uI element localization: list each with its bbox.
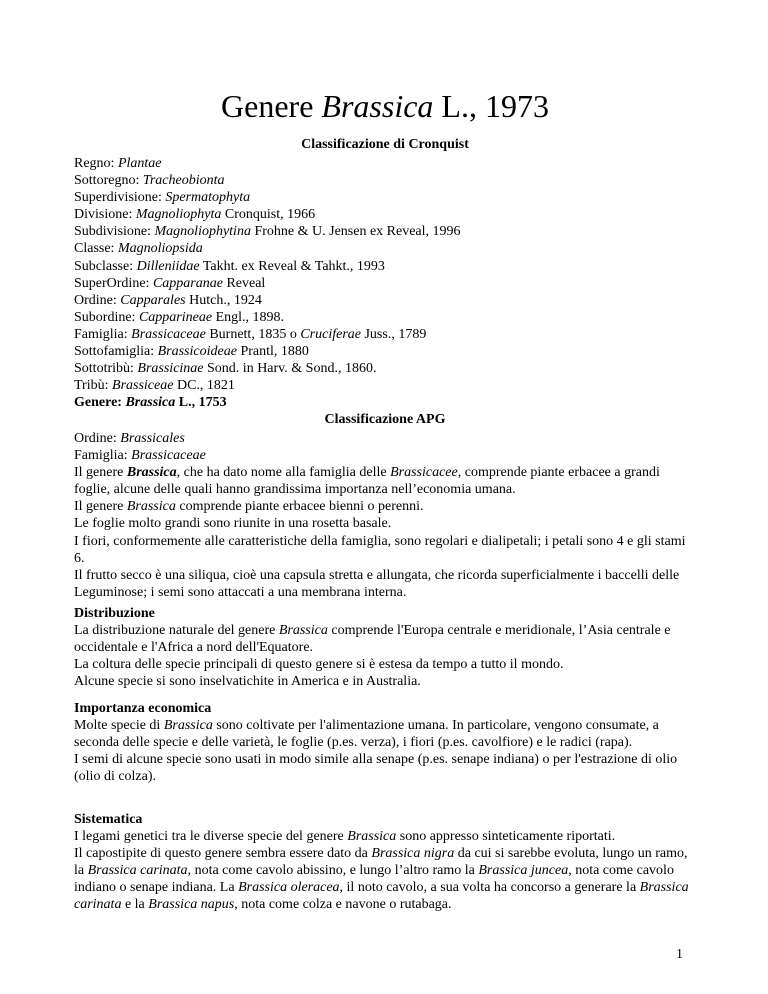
rank-classe: Classe: Magnoliopsida bbox=[74, 241, 203, 257]
section-paragraph: Alcune specie si sono inselvatichite in America e in Australia. bbox=[74, 674, 421, 690]
apg-order: Ordine: Brassicales bbox=[74, 431, 185, 446]
section-title: Importanza economica bbox=[74, 701, 212, 716]
rank-sottotribu: Sottotribù: Brassicinae Sond. in Harv. & Sond., 1860. bbox=[74, 361, 377, 377]
rank-superordine: SuperOrdine: Capparanae Reveal bbox=[74, 275, 266, 291]
section-title: Sistematica bbox=[74, 812, 143, 827]
rank-subclasse: Subclasse: Dilleniidae Takht. ex Reveal & Tahkt., 1993 bbox=[74, 258, 385, 274]
section-paragraph: La coltura delle specie principali di questo genere si è estesa da tempo a tutto il mondo. bbox=[74, 657, 564, 673]
rank-ordine: Ordine: Capparales Hutch., 1924 bbox=[74, 292, 262, 308]
rank-regno: Regno: Plantae bbox=[74, 156, 162, 171]
cronquist-classification bbox=[74, 155, 696, 411]
rank-famiglia: Famiglia: Brassicaceae Burnett, 1835 o Cruciferae Juss., 1789 bbox=[74, 326, 427, 342]
section-sistematica bbox=[74, 811, 696, 914]
title-prefix: Genere bbox=[221, 88, 322, 124]
rank-sottoregno: Sottoregno: Tracheobionta bbox=[74, 173, 225, 189]
section-paragraph: I legami genetici tra le diverse specie del genere Brassica sono appresso sinteticamente riportati. bbox=[74, 829, 616, 845]
apg-paragraph: Il frutto secco è una siliqua, cioè una capsula stretta e allungata, che ricorda superficialmente i baccelli delle Leguminose; i semi sono attaccati a una membrana interna. bbox=[74, 567, 680, 600]
section-title: Distribuzione bbox=[74, 606, 155, 621]
title-suffix: L., 1973 bbox=[433, 88, 549, 124]
rank-superdivisione: Superdivisione: Spermatophyta bbox=[74, 190, 251, 206]
apg-paragraph: Il genere Brassica, che ha dato nome alla famiglia delle Brassicacee, comprende piante erbacee a grandi foglie, alcune delle quali hanno grandissima importanza nell’economia umana. bbox=[74, 465, 660, 498]
apg-paragraph: Le foglie molto grandi sono riunite in una rosetta basale. bbox=[74, 516, 392, 532]
rank-tribu: Tribù: Brassiceae DC., 1821 bbox=[74, 378, 235, 394]
rank-divisione: Divisione: Magnoliophyta Cronquist, 1966 bbox=[74, 207, 316, 223]
section-paragraph: Il capostipite di questo genere sembra essere dato da Brassica nigra da cui si sarebbe evoluta, lungo un ramo, la Brassica carinata, nota come cavolo abissino, e lungo l’altro ramo la Brassica juncea, nota come cavolo indiano o senape indiana. La Brassica oleracea, il noto cavolo, a sua volta ha concorso a generare la Brassica carinata e la Brassica napus, nota come colza e navone o rutabaga. bbox=[74, 846, 689, 913]
apg-heading: Classificazione APG bbox=[324, 412, 446, 427]
cronquist-heading: Classificazione di Cronquist bbox=[301, 137, 469, 152]
apg-family: Famiglia: Brassicaceae bbox=[74, 448, 206, 464]
page-title bbox=[74, 86, 696, 126]
apg-classification bbox=[74, 430, 696, 601]
page-number: 1 bbox=[676, 947, 683, 962]
section-paragraph: I semi di alcune specie sono usati in modo simile alla senape (p.es. senape indiana) o per l'estrazione di olio (olio di colza). bbox=[74, 752, 678, 785]
section-paragraph: La distribuzione naturale del genere Brassica comprende l'Europa centrale e meridionale, l’Asia centrale e occidentale e l'Africa a nord dell'Equatore. bbox=[74, 623, 671, 656]
section-distribuzione bbox=[74, 605, 696, 690]
apg-paragraph: I fiori, conformemente alle caratteristiche della famiglia, sono regolari e dialipetali; i petali sono 4 e gli stami 6. bbox=[74, 533, 686, 566]
rank-sottofamiglia: Sottofamiglia: Brassicoideae Prantl, 1880 bbox=[74, 344, 309, 360]
section-paragraph: Molte specie di Brassica sono coltivate per l'alimentazione umana. In particolare, vengono consumate, a seconda delle specie e delle varietà, le foglie (p.es. verza), i fiori (p.es. cavolfiore) e le radici (rapa). bbox=[74, 718, 659, 751]
apg-paragraph: Il genere Brassica comprende piante erbacee bienni o perenni. bbox=[74, 499, 424, 515]
rank-subordine: Subordine: Capparineae Engl., 1898. bbox=[74, 309, 285, 325]
rank-genere: Genere: Brassica L., 1753 bbox=[74, 395, 227, 411]
section-importanza-economica bbox=[74, 700, 696, 785]
rank-subdivisione: Subdivisione: Magnoliophytina Frohne & U. Jensen ex Reveal, 1996 bbox=[74, 224, 461, 240]
title-genus: Brassica bbox=[321, 88, 434, 124]
